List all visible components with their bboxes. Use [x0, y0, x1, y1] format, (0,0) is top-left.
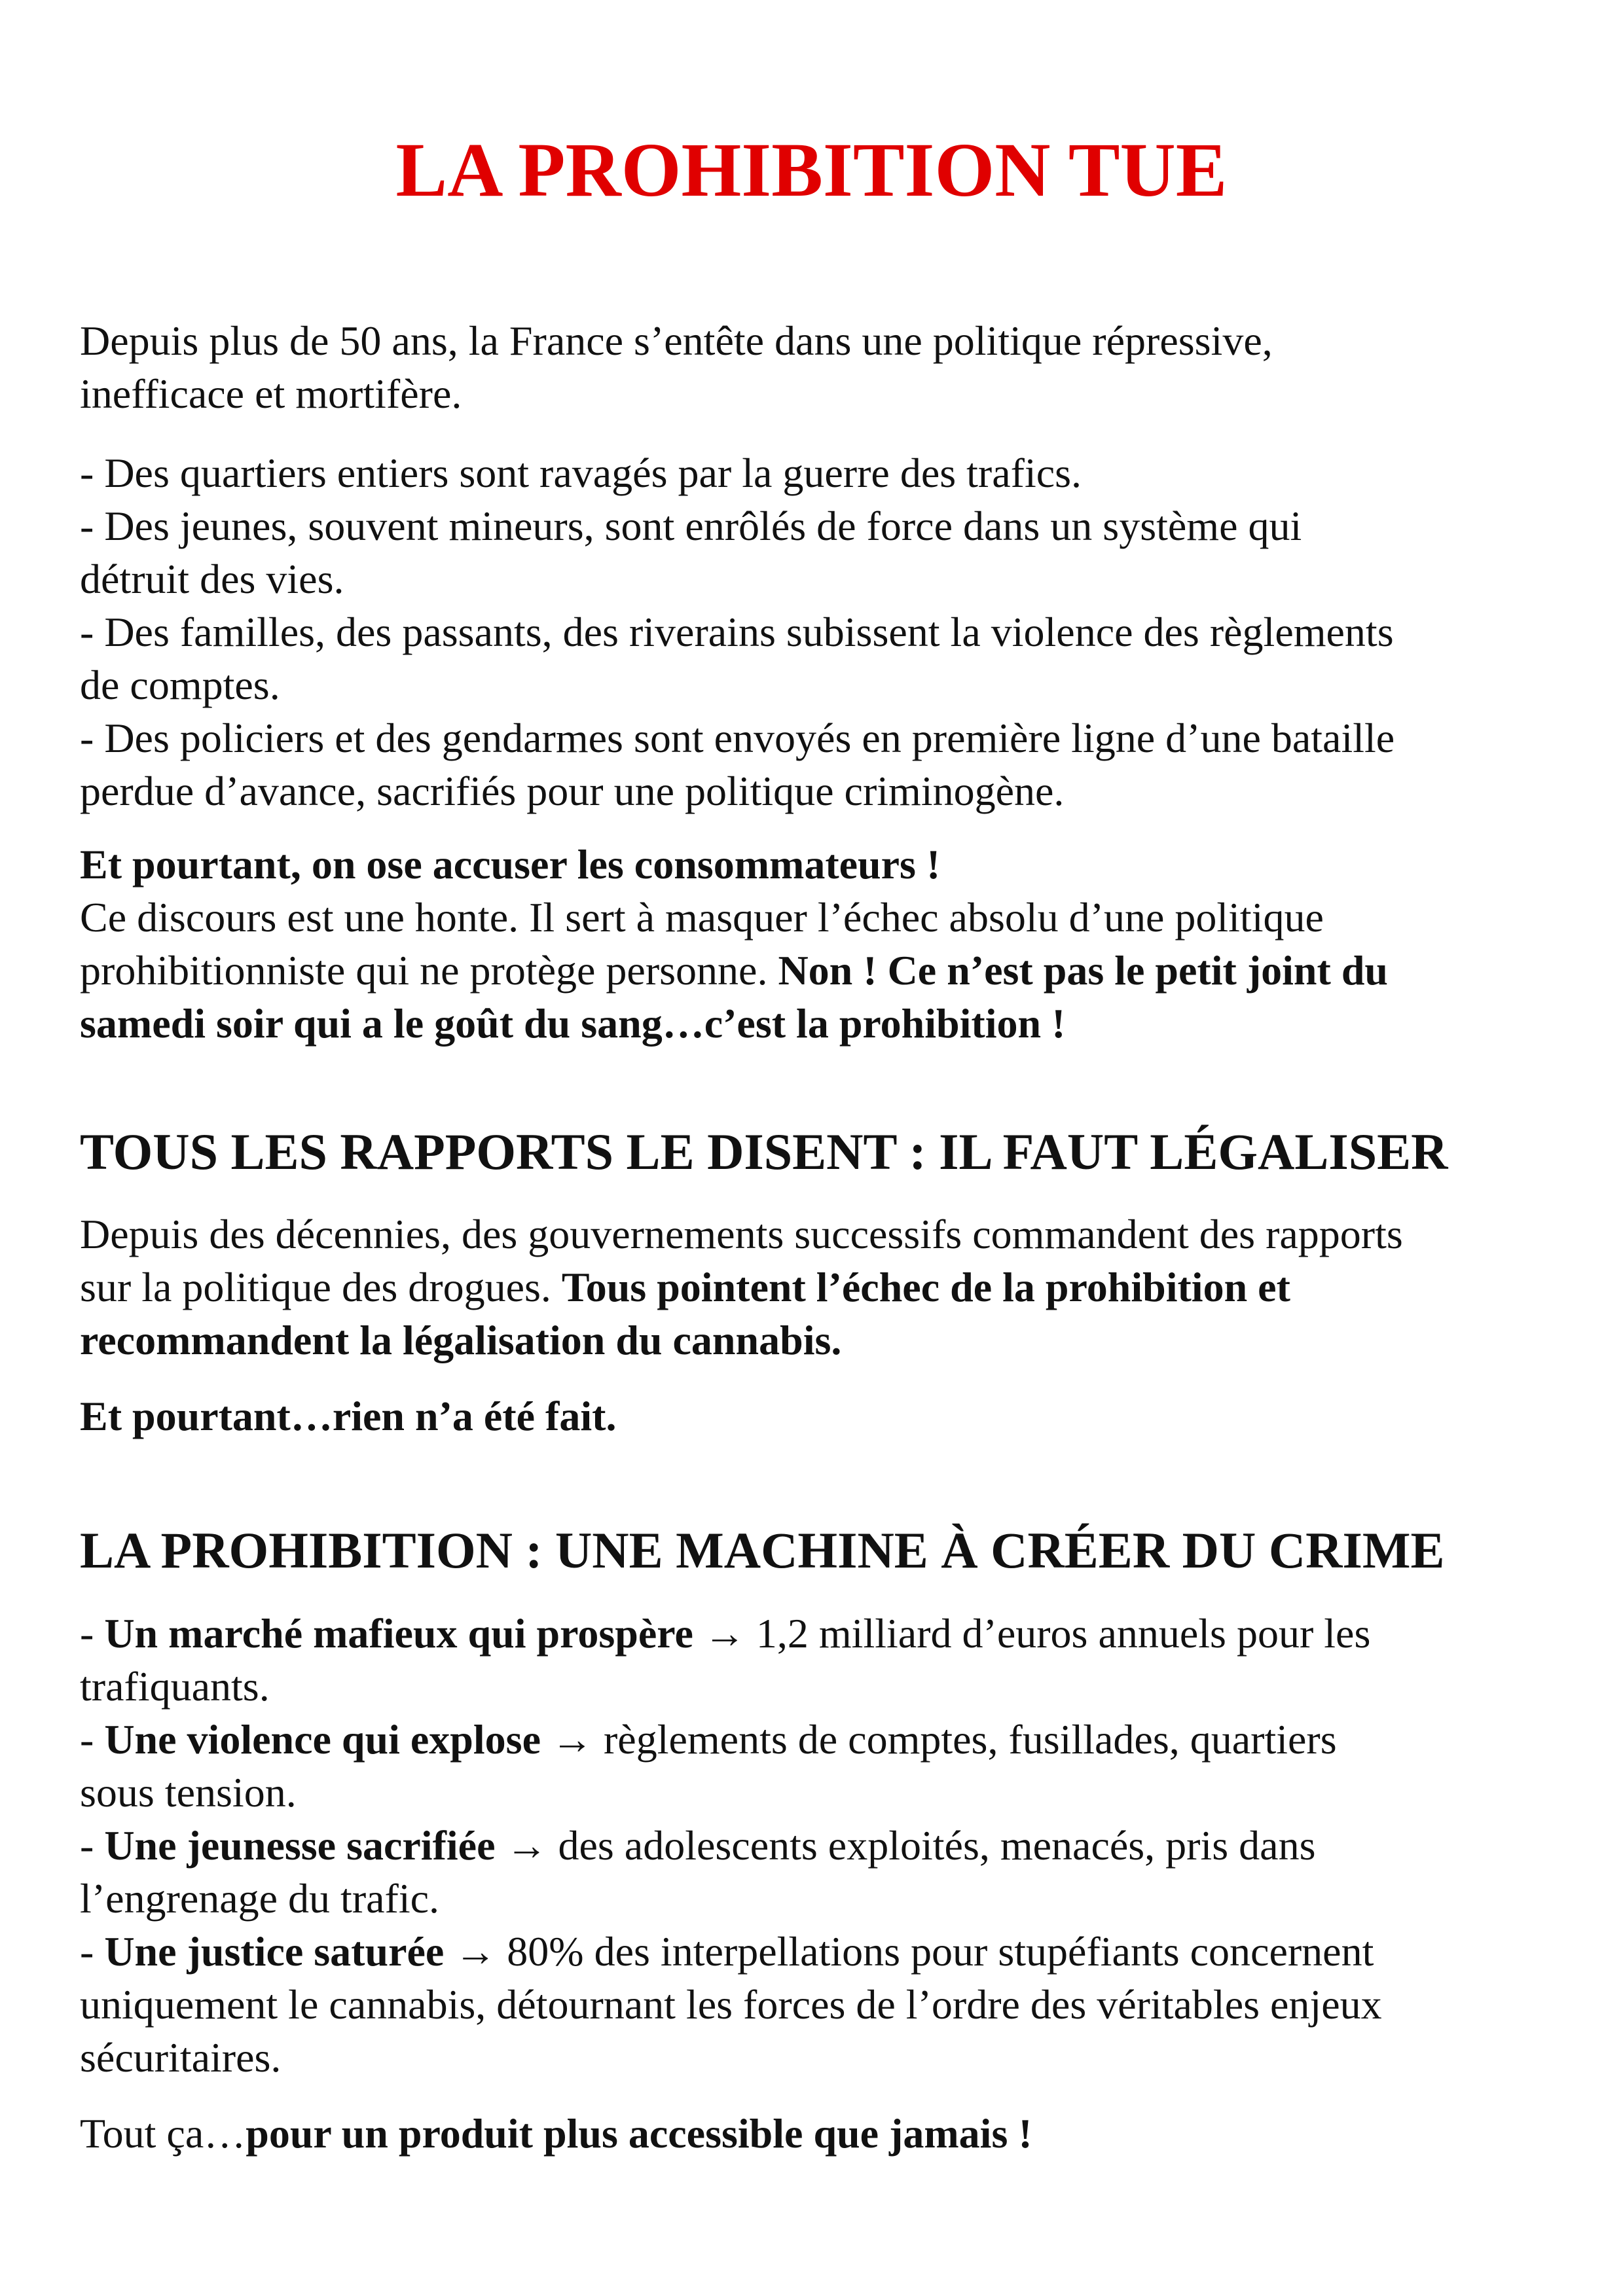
accusation-lead: Et pourtant, on ose accuser les consommateurs ! — [80, 841, 941, 888]
reports-paragraph — [80, 1208, 1559, 1367]
section-heading-crime: LA PROHIBITION : UNE MACHINE À CRÉER DU CRIME — [80, 1522, 1445, 1579]
list-item-continuation: perdue d’avance, sacrifiés pour une politique criminogène. — [80, 768, 1065, 814]
final-statement — [80, 2107, 1559, 2160]
reports-line-1: Depuis des décennies, des gouvernements successifs commandent des rapports — [80, 1211, 1403, 1257]
crime-item-detail: → des adolescents exploités, menacés, pris dans — [495, 1822, 1316, 1869]
final-statement-lead: Tout ça… — [80, 2110, 246, 2157]
crime-item-continuation: sécuritaires. — [80, 2034, 282, 2081]
crime-item-continuation: uniquement le cannabis, détournant les forces de l’ordre des véritables enjeux — [80, 1981, 1382, 2028]
intro-line-2: inefficace et mortifère. — [80, 370, 462, 417]
reports-emphasis-end: recommandent la légalisation du cannabis. — [80, 1317, 842, 1363]
reports-line-2: sur la politique des drogues. — [80, 1264, 562, 1310]
crime-item-title: Une violence qui explose — [104, 1716, 541, 1763]
list-item: - Des jeunes, souvent mineurs, sont enrôlés de force dans un système qui — [80, 503, 1302, 549]
consequences-list — [80, 446, 1559, 817]
accusation-emphasis-end: samedi soir qui a le goût du sang…c’est la prohibition ! — [80, 1000, 1066, 1047]
crime-item-continuation: sous tension. — [80, 1769, 297, 1816]
crime-item-title: Un marché mafieux qui prospère — [104, 1610, 693, 1657]
crime-item-detail: → règlements de comptes, fusillades, quartiers — [540, 1716, 1337, 1763]
reports-emphasis: Tous pointent l’échec de la prohibition et — [561, 1264, 1290, 1310]
list-item-continuation: de comptes. — [80, 662, 280, 708]
accusation-emphasis: Non ! Ce n’est pas le petit joint du — [778, 947, 1388, 994]
reports-conclusion-text: Et pourtant…rien n’a été fait. — [80, 1393, 617, 1439]
crime-item-title: Une justice saturée — [104, 1928, 445, 1975]
crime-item-title: Une jeunesse sacrifiée — [104, 1822, 496, 1869]
list-item: - Des policiers et des gendarmes sont envoyés en première ligne d’une bataille — [80, 715, 1395, 761]
list-item: - Des quartiers entiers sont ravagés par la guerre des trafics. — [80, 450, 1082, 496]
page-title: LA PROHIBITION TUE — [395, 127, 1228, 213]
crime-item-detail: → 1,2 milliard d’euros annuels pour les — [693, 1610, 1371, 1657]
list-item: - Des familles, des passants, des riverains subissent la violence des règlements — [80, 609, 1394, 655]
list-item-continuation: détruit des vies. — [80, 556, 344, 602]
section-heading-reports: TOUS LES RAPPORTS LE DISENT : IL FAUT LÉGALISER — [80, 1123, 1448, 1180]
accusation-line-2: Ce discours est une honte. Il sert à masquer l’échec absolu d’une politique — [80, 894, 1324, 941]
reports-conclusion — [80, 1390, 1559, 1443]
intro-line-1: Depuis plus de 50 ans, la France s’entête dans une politique répressive, — [80, 317, 1273, 364]
intro-paragraph — [80, 314, 1559, 420]
crime-list: - Un marché mafieux qui prospère → 1,2 milliard d’euros annuels pour les trafiquants. - Une violence qui explose → règlements de comptes, fusillades, quartiers sous tension. - Une jeunesse sacrifiée → des adolescents exploités, menacés, pris dans l’engrenage du trafic. - Une justice saturée → 80% des interpellations pour stupéfiants concernent uniquement le cannabis, détournant les forces de l’ordre des véritables enjeux sécuritaires. — [80, 1607, 1559, 2084]
crime-item-continuation: trafiquants. — [80, 1663, 270, 1710]
accusation-line-3: prohibitionniste qui ne protège personne. — [80, 947, 778, 994]
final-statement-emphasis: pour un produit plus accessible que jamais ! — [246, 2110, 1032, 2157]
crime-item-detail: → 80% des interpellations pour stupéfiants concernent — [444, 1928, 1374, 1975]
accusation-paragraph — [80, 838, 1559, 1050]
crime-item-continuation: l’engrenage du trafic. — [80, 1875, 440, 1922]
